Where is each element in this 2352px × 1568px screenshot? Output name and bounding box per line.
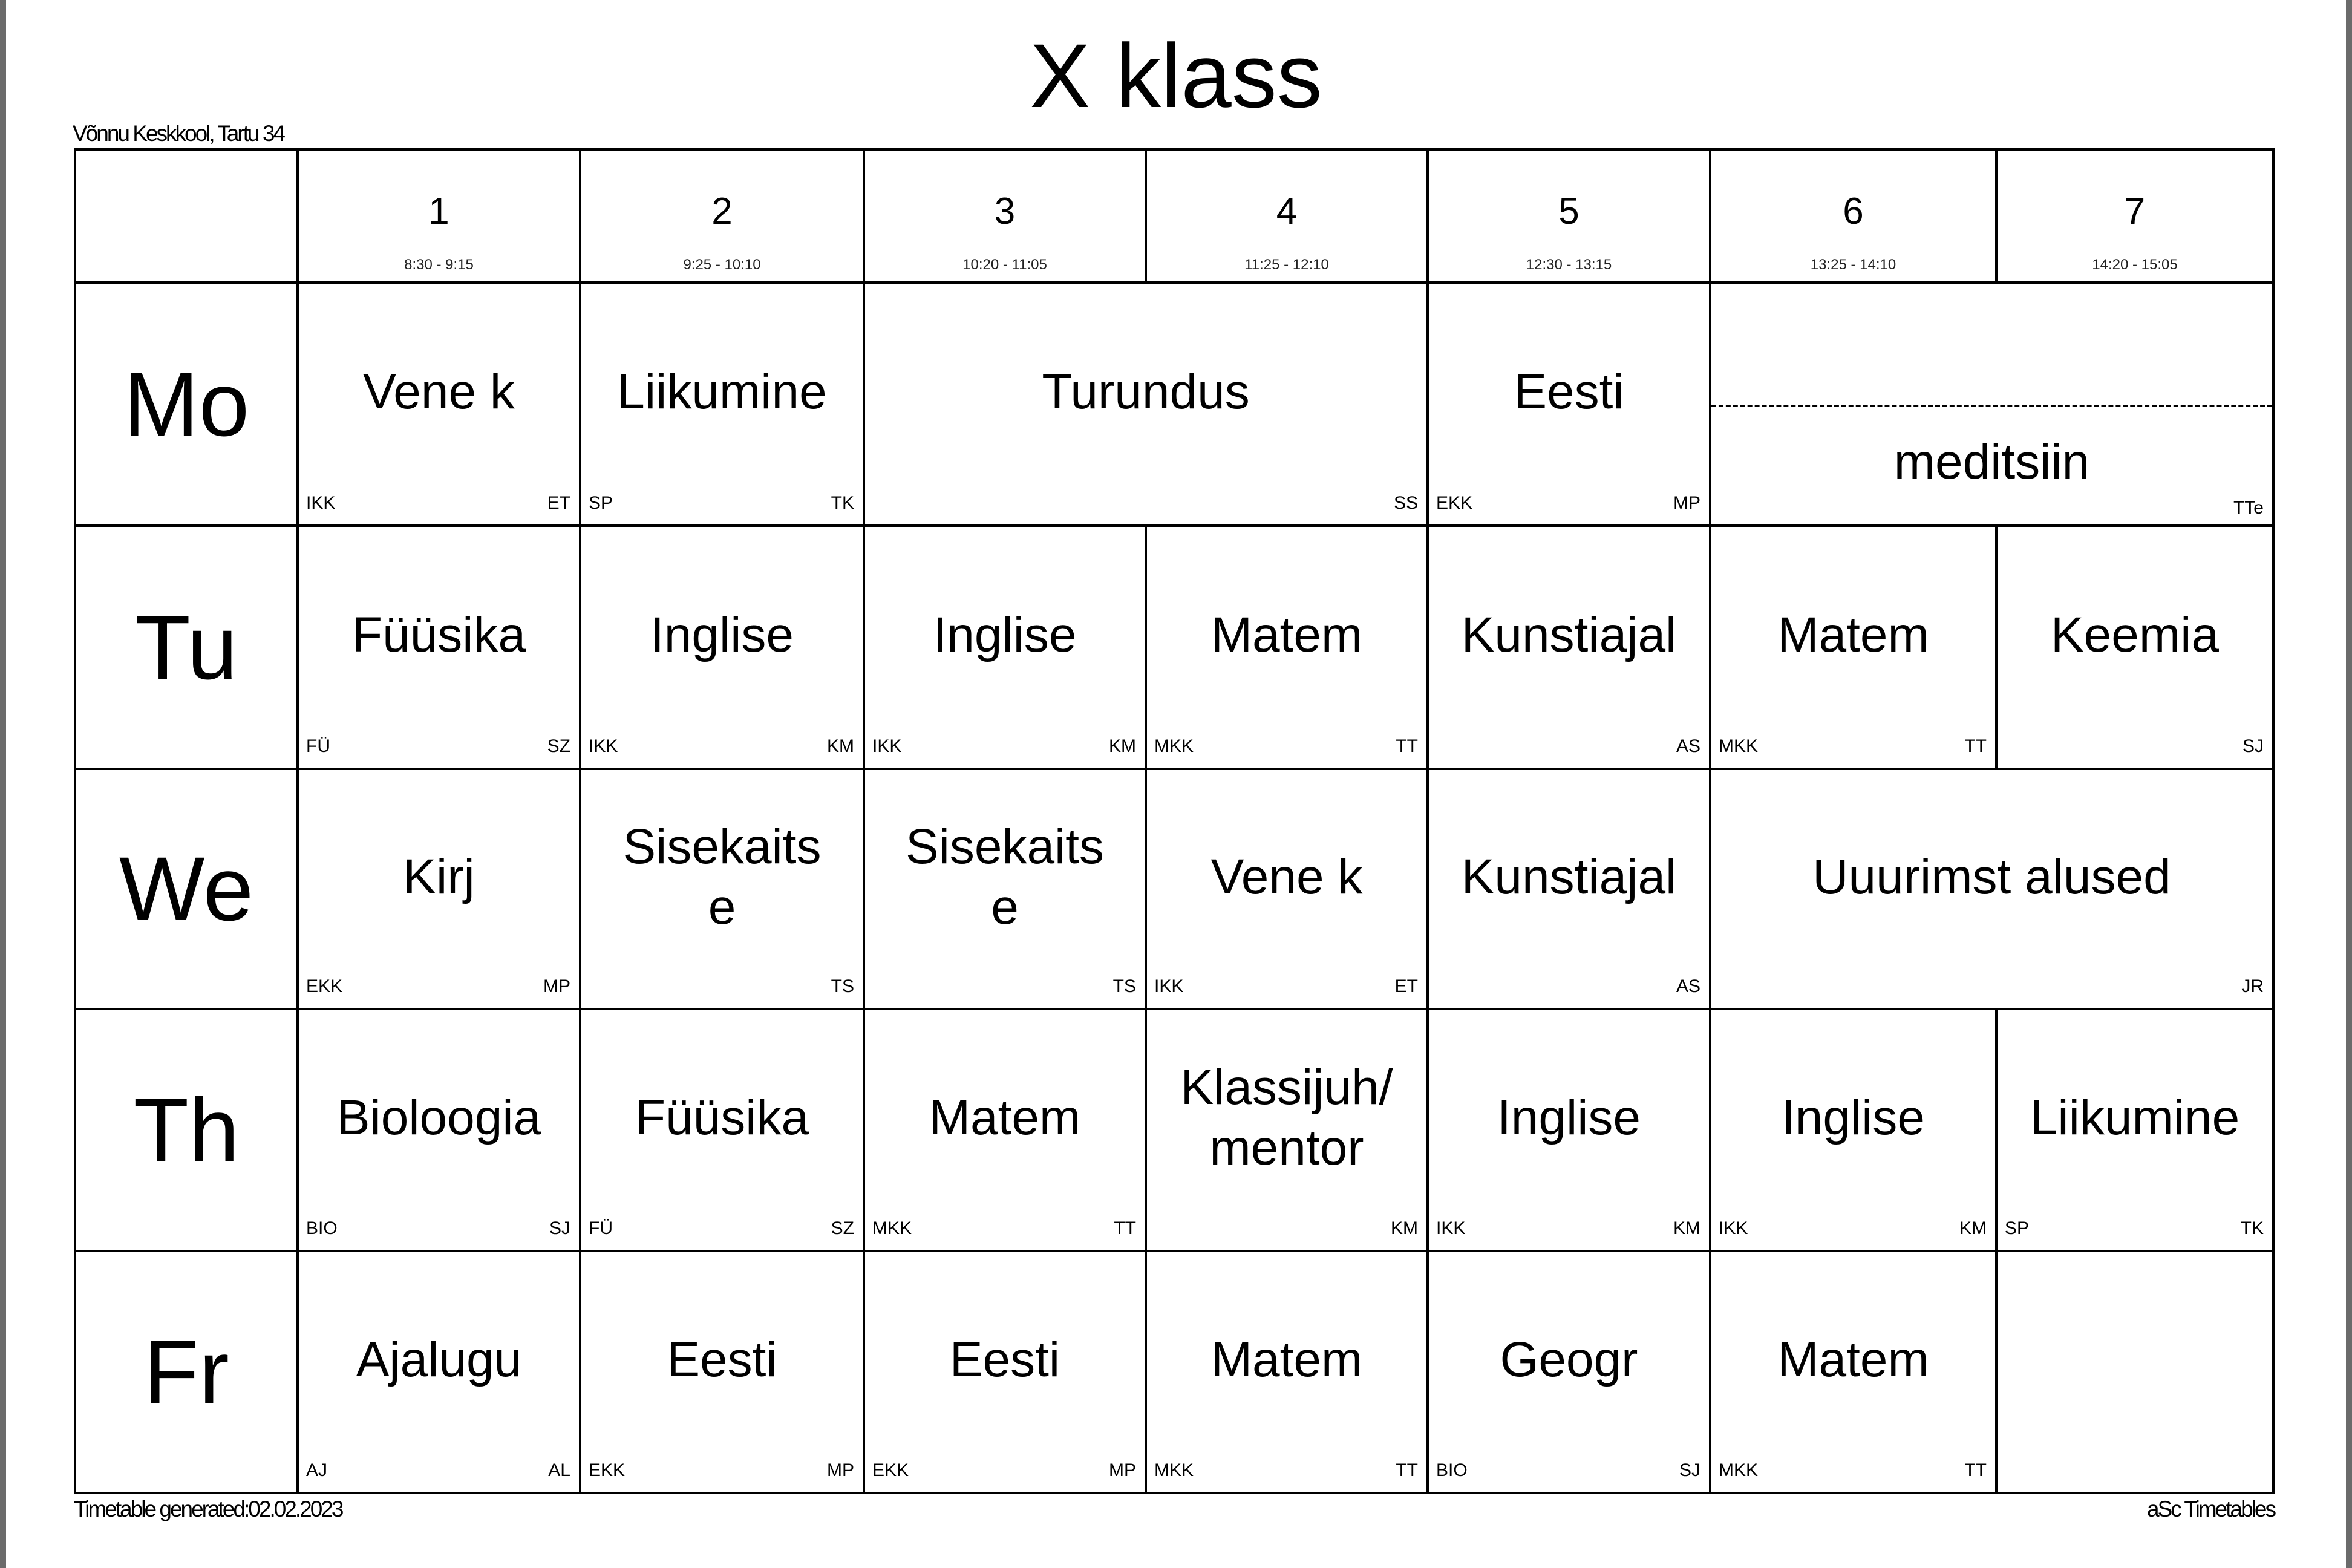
- period-number: 3: [994, 191, 1016, 232]
- lesson-cell[interactable]: [865, 284, 1426, 524]
- room-code: MKK: [1719, 736, 1759, 756]
- subject: Matem: [1210, 1332, 1363, 1387]
- subject: Kunstiajal: [1461, 607, 1677, 662]
- subject: Sisekaits e: [905, 818, 1105, 935]
- lesson-cell[interactable]: [299, 527, 579, 768]
- subject: Füüsika: [351, 607, 526, 662]
- period-number: 7: [2124, 191, 2146, 232]
- lesson-cell[interactable]: [1711, 527, 1995, 768]
- lesson-cell[interactable]: [1147, 1252, 1426, 1492]
- lesson-cell[interactable]: [1429, 1252, 1709, 1492]
- lesson-cell[interactable]: [581, 1252, 863, 1492]
- room-code: AJ: [306, 1460, 328, 1480]
- teacher-code: AS: [1676, 736, 1700, 756]
- room-code: MKK: [1154, 1460, 1194, 1480]
- teacher-code: KM: [1391, 1218, 1418, 1238]
- lesson-cell[interactable]: [865, 1252, 1145, 1492]
- subject: Inglise: [650, 607, 794, 662]
- subject: Vene k: [1210, 849, 1363, 904]
- teacher-code: TK: [831, 493, 854, 513]
- subject: Ajalugu: [356, 1332, 522, 1387]
- teacher-code: SZ: [831, 1218, 854, 1238]
- lesson-cell[interactable]: [581, 770, 863, 1008]
- lesson-cell[interactable]: [581, 284, 863, 524]
- teacher-code: ET: [1394, 976, 1418, 996]
- lesson-cell[interactable]: [1147, 1010, 1426, 1250]
- lesson-cell[interactable]: [1147, 527, 1426, 768]
- room-code: BIO: [306, 1218, 338, 1238]
- room-code: BIO: [1436, 1460, 1468, 1480]
- room-code: EKK: [1436, 493, 1473, 513]
- period-header-5: [1429, 151, 1709, 281]
- lesson-cell[interactable]: [299, 284, 579, 524]
- lesson-cell[interactable]: [299, 1010, 579, 1250]
- room-code: IKK: [1154, 976, 1184, 996]
- subject: Matem: [1777, 1332, 1929, 1387]
- room-code: EKK: [306, 976, 343, 996]
- room-code: IKK: [306, 493, 336, 513]
- teacher-code: TK: [2240, 1218, 2264, 1238]
- teacher-code: KM: [827, 736, 854, 756]
- teacher-code: KM: [1109, 736, 1136, 756]
- subject: Keemia: [2050, 607, 2220, 662]
- room-code: EKK: [589, 1460, 626, 1480]
- lesson-cell[interactable]: [299, 1252, 579, 1492]
- subject: Uuurimst alused: [1812, 849, 2171, 904]
- period-time: 10:20 - 11:05: [962, 256, 1047, 273]
- period-number: 6: [1843, 191, 1864, 232]
- teacher-code: SJ: [1679, 1460, 1700, 1480]
- timetable-grid: [74, 148, 2275, 1494]
- subject: Eesti: [949, 1332, 1060, 1387]
- lesson-cell[interactable]: [1429, 1010, 1709, 1250]
- room-code: IKK: [872, 736, 902, 756]
- day-label-tu: Tu: [135, 596, 238, 698]
- lesson-cell[interactable]: [1147, 770, 1426, 1008]
- subject: Füüsika: [635, 1090, 809, 1145]
- empty-cell: [1998, 1252, 2272, 1492]
- subject: Inglise: [1497, 1090, 1641, 1145]
- period-header-1: [299, 151, 579, 281]
- room-code: SP: [2005, 1218, 2030, 1238]
- software-credit: aSc Timetables: [2147, 1497, 2275, 1521]
- window-border-left: [0, 0, 6, 1568]
- teacher-code: JR: [2241, 976, 2264, 996]
- teacher-code: TT: [1114, 1218, 1136, 1238]
- lesson-cell[interactable]: [581, 1010, 863, 1250]
- subject: meditsiin: [1893, 434, 2090, 489]
- room-code: MKK: [1719, 1460, 1759, 1480]
- period-time: 11:25 - 12:10: [1244, 256, 1329, 273]
- subject: Eesti: [667, 1332, 777, 1387]
- subject: Inglise: [933, 607, 1077, 662]
- subject: Matem: [1777, 607, 1929, 662]
- teacher-code: MP: [1673, 493, 1700, 513]
- subject: Eesti: [1514, 364, 1624, 419]
- lesson-cell[interactable]: [1711, 407, 2272, 524]
- period-header-7: [1998, 151, 2272, 281]
- lesson-cell[interactable]: [1429, 284, 1709, 524]
- day-label-th: Th: [133, 1079, 240, 1181]
- period-time: 13:25 - 14:10: [1810, 256, 1896, 273]
- period-header-6: [1711, 151, 1995, 281]
- subject: Inglise: [1781, 1090, 1926, 1145]
- subject: Turundus: [1042, 364, 1250, 419]
- school-label: Võnnu Keskkool, Tartu 34: [73, 121, 284, 146]
- teacher-code: TT: [1396, 1460, 1418, 1480]
- room-code: MKK: [1154, 736, 1194, 756]
- teacher-code: SZ: [547, 736, 570, 756]
- lesson-cell[interactable]: [1711, 1252, 1995, 1492]
- subject: Bioloogia: [336, 1090, 541, 1145]
- lesson-cell[interactable]: [299, 770, 579, 1008]
- subject: Kunstiajal: [1461, 849, 1677, 904]
- day-label-mo: Mo: [123, 353, 250, 455]
- subject: Klassijuh/ mentor: [1180, 1060, 1393, 1175]
- teacher-code: MP: [827, 1460, 854, 1480]
- room-code: IKK: [1719, 1218, 1748, 1238]
- room-code: SP: [589, 493, 613, 513]
- teacher-code: MP: [543, 976, 570, 996]
- lesson-cell[interactable]: [1711, 770, 2272, 1008]
- room-code: FÜ: [306, 736, 330, 756]
- period-time: 14:20 - 15:05: [2092, 256, 2178, 273]
- lesson-cell[interactable]: [1711, 1010, 1995, 1250]
- teacher-code: TTe: [2233, 498, 2264, 518]
- lesson-cell[interactable]: [865, 1010, 1145, 1250]
- period-header-4: [1147, 151, 1426, 281]
- teacher-code: TT: [1964, 1460, 1987, 1480]
- teacher-code: TS: [1112, 976, 1136, 996]
- room-code: MKK: [872, 1218, 912, 1238]
- period-time: 9:25 - 10:10: [683, 256, 761, 273]
- period-number: 4: [1276, 191, 1298, 232]
- period-number: 1: [428, 191, 449, 232]
- teacher-code: MP: [1109, 1460, 1136, 1480]
- teacher-code: TT: [1396, 736, 1418, 756]
- day-label-we: We: [119, 838, 254, 939]
- room-code: IKK: [589, 736, 618, 756]
- subject: Matem: [929, 1090, 1081, 1145]
- room-code: FÜ: [589, 1218, 613, 1238]
- teacher-code: SS: [1393, 493, 1418, 513]
- teacher-code: SJ: [2242, 736, 2264, 756]
- teacher-code: AS: [1676, 976, 1700, 996]
- subject: Geogr: [1500, 1332, 1638, 1387]
- lesson-cell[interactable]: [1998, 1010, 2272, 1250]
- window-border-right: [2346, 0, 2352, 1568]
- lesson-cell[interactable]: [581, 527, 863, 768]
- subject: Liikumine: [2030, 1090, 2240, 1145]
- subject: Kirj: [403, 849, 475, 904]
- day-label-fr: Fr: [143, 1321, 229, 1423]
- lesson-cell[interactable]: [865, 527, 1145, 768]
- lesson-cell[interactable]: [1429, 770, 1709, 1008]
- page-title: X klass: [1030, 25, 1322, 126]
- subject: Sisekaits e: [622, 818, 822, 935]
- teacher-code: TT: [1964, 736, 1987, 756]
- period-header-3: [865, 151, 1145, 281]
- period-number: 2: [711, 191, 733, 232]
- teacher-code: AL: [548, 1460, 570, 1480]
- room-code: IKK: [1436, 1218, 1466, 1238]
- period-time: 12:30 - 13:15: [1526, 256, 1612, 273]
- teacher-code: SJ: [549, 1218, 570, 1238]
- lesson-cell[interactable]: [1429, 527, 1709, 768]
- lesson-cell[interactable]: [1998, 527, 2272, 768]
- subject: Matem: [1210, 607, 1363, 662]
- lesson-cell[interactable]: [865, 770, 1145, 1008]
- teacher-code: TS: [831, 976, 854, 996]
- period-time: 8:30 - 9:15: [404, 256, 474, 273]
- teacher-code: KM: [1673, 1218, 1700, 1238]
- room-code: EKK: [872, 1460, 909, 1480]
- teacher-code: KM: [1959, 1218, 1987, 1238]
- generated-date: Timetable generated:02.02.2023: [74, 1497, 342, 1521]
- period-number: 5: [1558, 191, 1579, 232]
- subject: Vene k: [363, 364, 515, 419]
- subject: Liikumine: [617, 364, 827, 419]
- period-header-2: [581, 151, 863, 281]
- teacher-code: ET: [547, 493, 570, 513]
